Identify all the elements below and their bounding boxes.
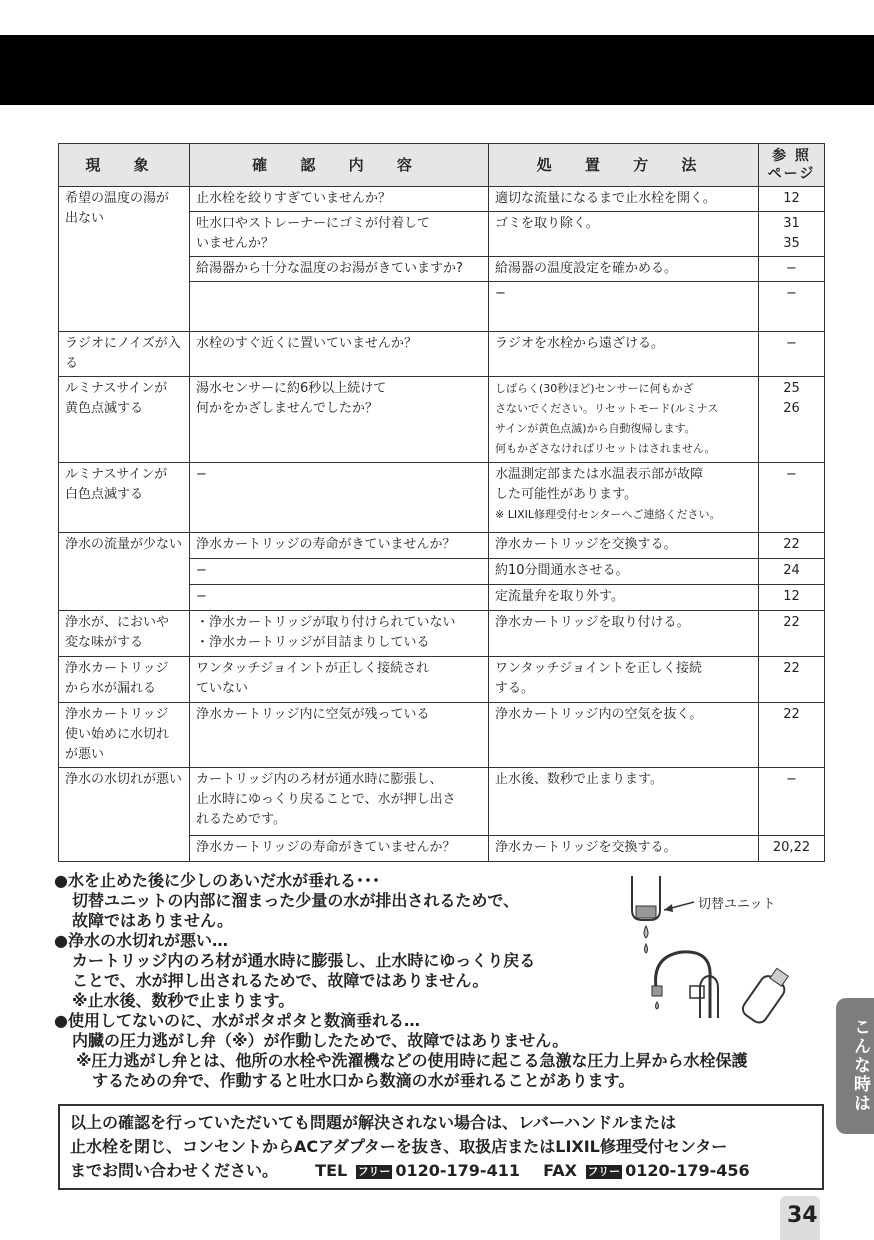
table-header-row xyxy=(59,144,825,187)
action-cell xyxy=(489,463,759,533)
action-cell: − xyxy=(489,282,759,332)
faucet-drawing xyxy=(602,868,802,1038)
table-row xyxy=(59,533,825,559)
action-cell: 浄水カートリッジを交換する。 xyxy=(489,836,759,862)
symptom-cell: 浄水の水切れが悪い xyxy=(59,768,190,862)
table-row xyxy=(59,611,825,657)
page-ref-cell: 22 xyxy=(759,703,825,768)
contact-box xyxy=(58,1104,824,1190)
page-ref-cell: 31 35 xyxy=(759,212,825,257)
table-row xyxy=(59,187,825,212)
table-row xyxy=(59,463,825,533)
note-title: ●浄水の水切れが悪い… xyxy=(54,931,228,950)
check-cell: 給湯器から十分な温度のお湯がきていますか? xyxy=(190,257,489,282)
header-bar xyxy=(0,35,874,105)
page-ref-cell: 12 xyxy=(759,187,825,212)
symptom-cell: ルミナスサインが 黄色点滅する xyxy=(59,377,190,463)
table-row xyxy=(59,377,825,463)
action-cell: 浄水カートリッジ内の空気を抜く。 xyxy=(489,703,759,768)
note-footnote: ※圧力逃がし弁とは、他所の水栓や洗濯機などの使用時に起こる急激な圧力上昇から水栓保護 するための弁で、作動すると吐水口から数滴の水が垂れることがあります。 xyxy=(76,1051,748,1090)
action-cell: 適切な流量になるまで止水栓を開く。 xyxy=(489,187,759,212)
page-ref-cell: − xyxy=(759,463,825,533)
check-cell: ワンタッチジョイントが正しく接続され ていない xyxy=(190,657,489,703)
check-cell xyxy=(190,282,489,332)
contact-text: 以上の確認を行っていただいても問題が解決されない場合は、レバーハンドルまたは 止水栓を閉じ、コンセントからACアダプターを抜き、取扱店またはLIXIL修理受付センター までお問い合わせください。 xyxy=(70,1113,728,1180)
troubleshooting-table xyxy=(58,143,825,862)
table-row xyxy=(59,768,825,836)
symptom-cell: 浄水の流量が少ない xyxy=(59,533,190,611)
fax-number: 0120-179-456 xyxy=(625,1161,750,1180)
table-row xyxy=(59,703,825,768)
note-body: 内臓の圧力逃がし弁（※）が作動したためで、故障ではありません。 xyxy=(72,1031,569,1050)
action-text: 水温測定部または水温表示部が故障 した可能性があります。 xyxy=(495,467,704,502)
faucet-illustration xyxy=(602,868,802,1038)
side-tab-label: こんな時は xyxy=(850,1018,870,1113)
page-ref-cell: 20,22 xyxy=(759,836,825,862)
action-cell: 給湯器の温度設定を確かめる。 xyxy=(489,257,759,282)
action-cell: 浄水カートリッジを交換する。 xyxy=(489,533,759,559)
action-note: ※ LIXIL修理受付センターへご連絡ください。 xyxy=(495,508,721,521)
check-cell: 浄水カートリッジの寿命がきていませんか？ xyxy=(190,836,489,862)
symptom-cell: 浄水カートリッジ から水が漏れる xyxy=(59,657,190,703)
page-ref-cell: 25 26 xyxy=(759,377,825,463)
check-cell: 浄水カートリッジの寿命がきていませんか？ xyxy=(190,533,489,559)
action-cell: ワンタッチジョイントを正しく接続 する。 xyxy=(489,657,759,703)
action-cell: 止水後、数秒で止まります。 xyxy=(489,768,759,836)
action-cell: 定流量弁を取り外す。 xyxy=(489,585,759,611)
symptom-cell: 希望の温度の湯が 出ない xyxy=(59,187,190,332)
action-cell: ラジオを水栓から遠ざける。 xyxy=(489,332,759,377)
note-body: 切替ユニットの内部に溜まった少量の水が排出されるためで、 故障ではありません。 xyxy=(72,891,520,930)
page-ref-cell: − xyxy=(759,282,825,332)
note-body: カートリッジ内のろ材が通水時に膨張し、止水時にゆっくり戻る ことで、水が押し出されるためで、故障ではありません。 ※止水後、数秒で止まります。 xyxy=(72,951,536,1010)
page-ref-cell: 22 xyxy=(759,657,825,703)
check-cell: 水栓のすぐ近くに置いていませんか？ xyxy=(190,332,489,377)
tel-number: 0120-179-411 xyxy=(395,1161,520,1180)
symptom-cell: ラジオにノイズが入る xyxy=(59,332,190,377)
action-cell: しばらく(30秒ほど)センサーに何もかざ さないでください。リセットモード(ルミナス サインが黄色点滅)から自動復帰します。 何もかざさなければリセットはされません。 xyxy=(489,377,759,463)
header-ref-page: 参 照 ページ xyxy=(759,144,825,187)
symptom-cell: 浄水カートリッジ 使い始めに水切れ が悪い xyxy=(59,703,190,768)
symptom-cell: ルミナスサインが 白色点滅する xyxy=(59,463,190,533)
symptom-cell: 浄水が、においや 変な味がする xyxy=(59,611,190,657)
note-title: ●水を止めた後に少しのあいだ水が垂れる･･･ xyxy=(54,871,380,890)
check-cell: − xyxy=(190,559,489,585)
check-cell: 止水栓を絞りすぎていませんか？ xyxy=(190,187,489,212)
page-ref-cell: 12 xyxy=(759,585,825,611)
check-cell: − xyxy=(190,463,489,533)
header-check: 確 認 内 容 xyxy=(190,144,489,187)
page-ref-cell: − xyxy=(759,257,825,282)
action-cell: 約10分間通水させる。 xyxy=(489,559,759,585)
header-action: 処 置 方 法 xyxy=(489,144,759,187)
fax-label: FAX xyxy=(543,1161,577,1180)
header-symptom: 現 象 xyxy=(59,144,190,187)
page-ref-cell: 24 xyxy=(759,559,825,585)
check-cell: 浄水カートリッジ内に空気が残っている xyxy=(190,703,489,768)
check-cell: カートリッジ内のろ材が通水時に膨張し、 止水時にゆっくり戻ることで、水が押し出さ れるためです。 xyxy=(190,768,489,836)
check-cell: − xyxy=(190,585,489,611)
freedial-icon: フリー xyxy=(357,1164,391,1178)
action-cell: ゴミを取り除く。 xyxy=(489,212,759,257)
page-ref-cell: 22 xyxy=(759,533,825,559)
freedial-icon: フリー xyxy=(587,1164,621,1178)
check-cell: ・浄水カートリッジが取り付けられていない ・浄水カートリッジが目詰まりしている xyxy=(190,611,489,657)
check-cell: 湯水センサーに約6秒以上続けて 何かをかざしませんでしたか？ xyxy=(190,377,489,463)
note-title: ●使用してないのに、水がポタポタと数滴垂れる… xyxy=(54,1011,420,1030)
page-ref-cell: 22 xyxy=(759,611,825,657)
section-side-tab[interactable] xyxy=(836,998,874,1134)
table-row xyxy=(59,332,825,377)
action-cell: 浄水カートリッジを取り付ける。 xyxy=(489,611,759,657)
table-row xyxy=(59,657,825,703)
page-ref-cell: − xyxy=(759,332,825,377)
page-number: 34 xyxy=(787,1203,818,1228)
tel-label: TEL xyxy=(315,1161,348,1180)
page-ref-cell: − xyxy=(759,768,825,836)
check-cell: 吐水口やストレーナーにゴミが付着して いませんか？ xyxy=(190,212,489,257)
switching-unit-label: 切替ユニット xyxy=(698,897,776,912)
